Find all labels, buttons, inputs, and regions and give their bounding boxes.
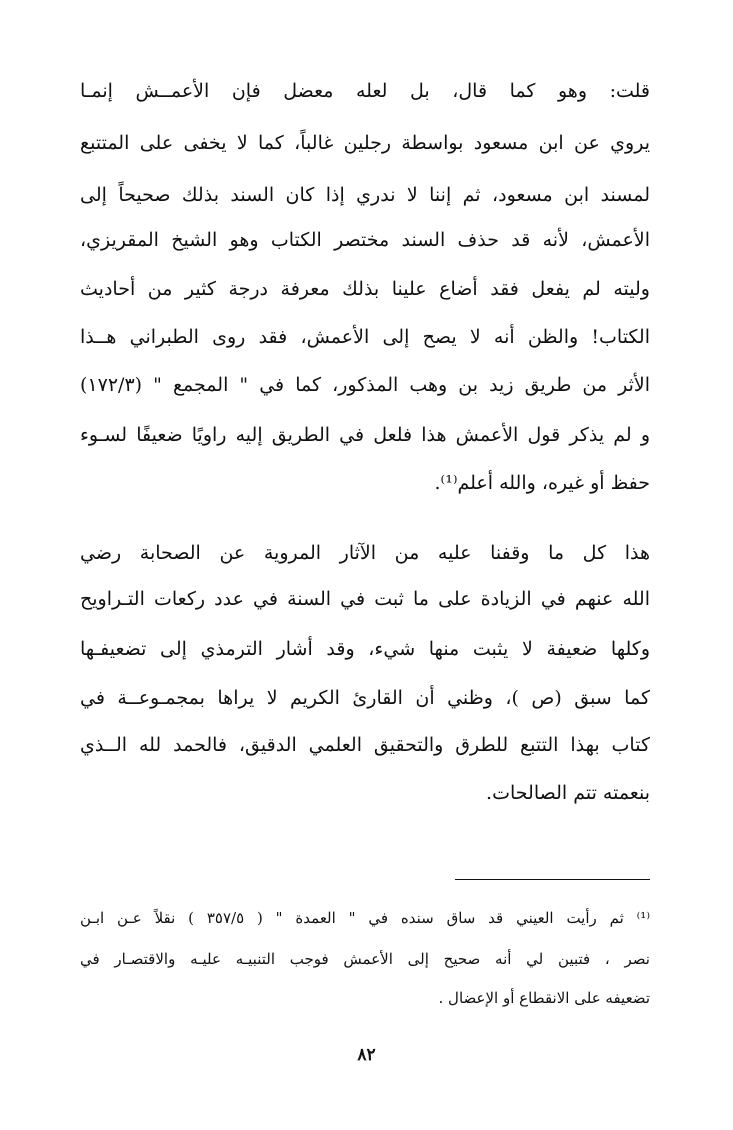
text-line: قلت: وهو كما قال، بل لعله معضل فإن الأعمــش إنمـا — [80, 80, 650, 102]
text-line: بنعمته تتم الصالحات. — [486, 782, 650, 804]
text-line: الكتاب! والظن أنه لا يصح إلى الأعمش، فقد روى الطبراني هــذا — [80, 326, 650, 348]
text-line: وكلها ضعيفة لا يثبت منها شيء، وقد أشار الترمذي إلى تضعيفـها — [80, 638, 650, 660]
text-line: و لم يذكر قول الأعمش هذا فلعل في الطريق إليه راويًا ضعيفًا لسـوء — [80, 424, 650, 446]
text-line: كتاب بهذا التتبع للطرق والتحقيق العلمي الدقيق، فالحمد لله الــذي — [80, 734, 650, 756]
text-line: حفظ أو غيره، والله أعلم⁽¹⁾. — [434, 472, 650, 494]
text-line: الأثر من طريق زيد بن وهب المذكور، كما في " المجمع " (١٧٢/٣) — [80, 374, 650, 396]
text-line: وليته لم يفعل فقد أضاع علينا بذلك معرفة درجة كثير من أحاديث — [80, 278, 650, 300]
page-number: ٨٢ — [357, 1045, 376, 1065]
text-line: الأعمش، لأنه قد حذف السند مختصر الكتاب وهو الشيخ المقريزي، — [80, 229, 650, 251]
text-line: الله عنهم في الزيادة على ما ثبت في السنة في عدد ركعات التـراويح — [80, 588, 650, 610]
footnote-separator — [455, 879, 650, 880]
text-line: لمسند ابن مسعود، ثم إننا لا ندري إذا كان السند بذلك صحيحاً إلى — [80, 184, 650, 206]
text-line: يروي عن ابن مسعود بواسطة رجلين غالباً، كما لا يخفى على المتتبع — [80, 132, 650, 154]
footnote-line: تضعيفه على الانقطاع أو الإعضال . — [438, 989, 650, 1007]
footnote-line: نصر ، فتبين لي أنه صحيح إلى الأعمش فوجب التنبيـه عليـه والاقتصـار في — [80, 950, 650, 968]
footnote-line: ⁽¹⁾ ثم رأيت العيني قد ساق سنده في " العمدة " ( ٣٥٧/٥ ) نقلاً عـن ابـن — [80, 909, 650, 927]
text-line: هذا كل ما وقفنا عليه من الآثار المروية عن الصحابة رضي — [80, 542, 650, 564]
text-line: كما سبق (ص )، وظني أن القارئ الكريم لا يراها بمجمـوعــة في — [80, 687, 650, 709]
